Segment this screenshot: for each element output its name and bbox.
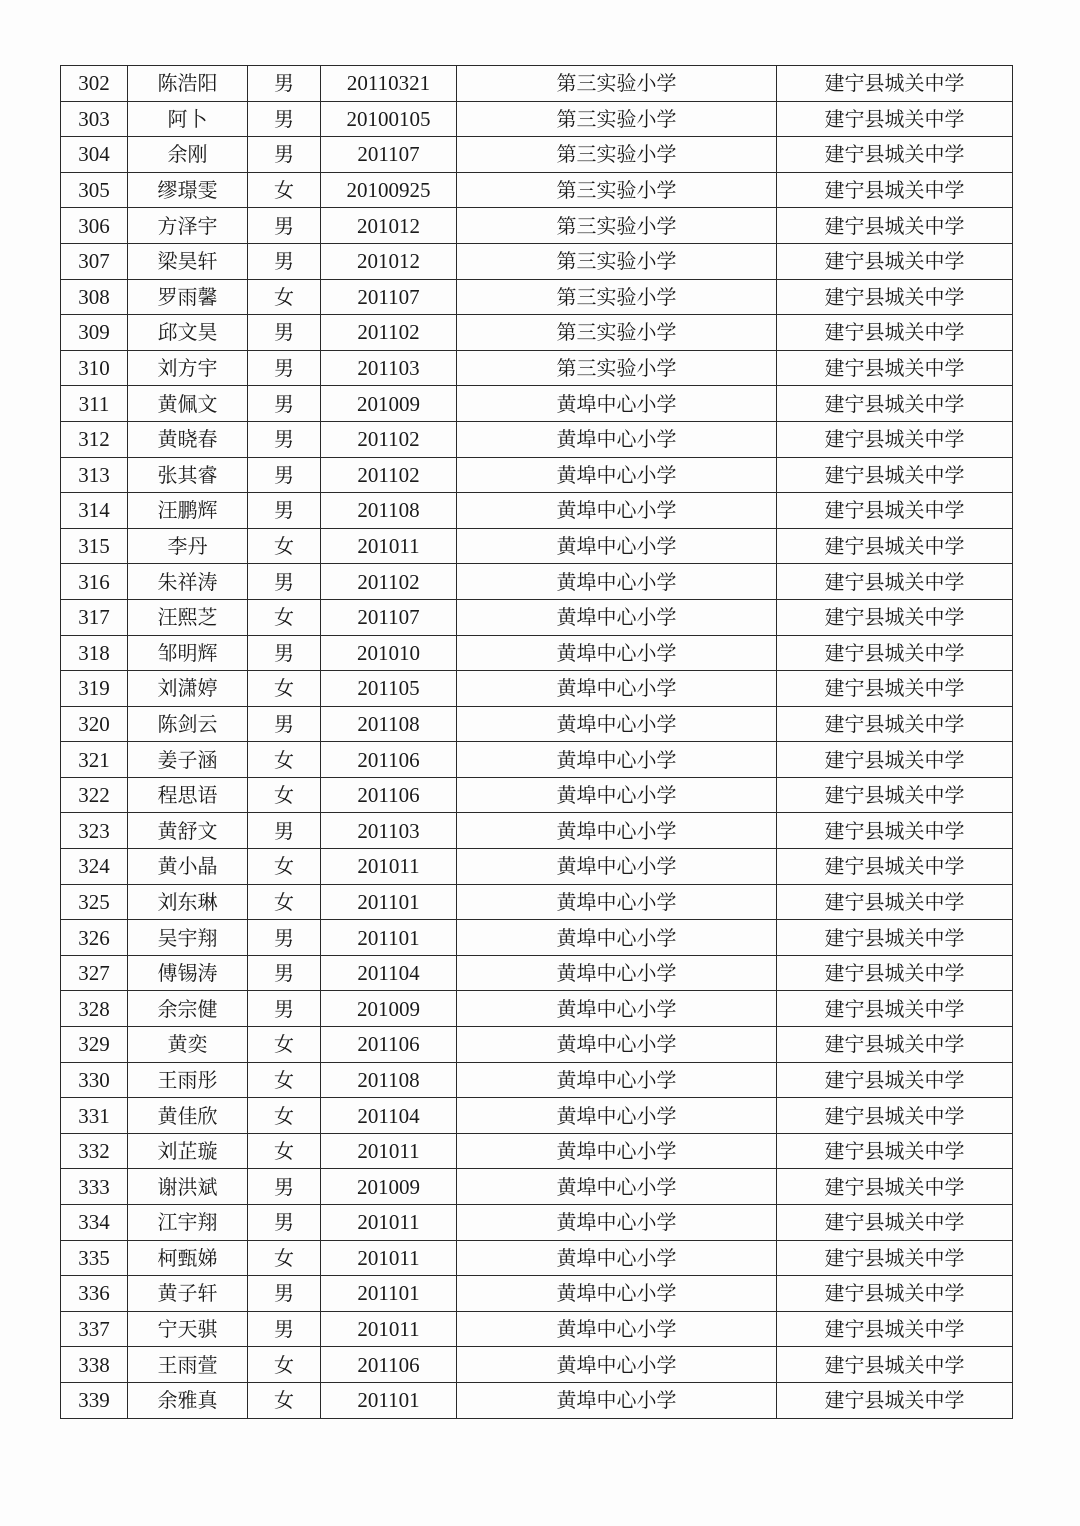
primary-school-cell: 第三实验小学 <box>457 137 777 173</box>
table-row <box>61 1205 1013 1241</box>
student-gender-cell: 男 <box>248 1311 321 1347</box>
primary-school-cell: 黄埠中心小学 <box>457 1311 777 1347</box>
primary-school-cell: 黄埠中心小学 <box>457 1133 777 1169</box>
birth-date-cell: 201102 <box>321 421 457 457</box>
student-gender-cell: 男 <box>248 706 321 742</box>
row-number-cell: 331 <box>61 1098 128 1134</box>
assigned-middle-school-cell: 建宁县城关中学 <box>777 742 1013 778</box>
table-row <box>61 955 1013 991</box>
table-row <box>61 1062 1013 1098</box>
primary-school-cell: 黄埠中心小学 <box>457 1382 777 1418</box>
assigned-middle-school-cell: 建宁县城关中学 <box>777 101 1013 137</box>
birth-date-cell: 20110321 <box>321 66 457 102</box>
birth-date-cell: 201103 <box>321 813 457 849</box>
assigned-middle-school-cell: 建宁县城关中学 <box>777 137 1013 173</box>
row-number-cell: 321 <box>61 742 128 778</box>
student-gender-cell: 男 <box>248 920 321 956</box>
birth-date-cell: 201011 <box>321 528 457 564</box>
assigned-middle-school-cell: 建宁县城关中学 <box>777 243 1013 279</box>
row-number-cell: 322 <box>61 777 128 813</box>
table-row <box>61 101 1013 137</box>
row-number-cell: 324 <box>61 849 128 885</box>
assigned-middle-school-cell: 建宁县城关中学 <box>777 457 1013 493</box>
birth-date-cell: 201108 <box>321 1062 457 1098</box>
assigned-middle-school-cell: 建宁县城关中学 <box>777 421 1013 457</box>
student-name-cell: 柯甄娣 <box>128 1240 248 1276</box>
student-gender-cell: 男 <box>248 1205 321 1241</box>
primary-school-cell: 黄埠中心小学 <box>457 1205 777 1241</box>
row-number-cell: 306 <box>61 208 128 244</box>
primary-school-cell: 黄埠中心小学 <box>457 386 777 422</box>
assigned-middle-school-cell: 建宁县城关中学 <box>777 813 1013 849</box>
student-name-cell: 刘潇婷 <box>128 671 248 707</box>
birth-date-cell: 201101 <box>321 884 457 920</box>
table-row <box>61 279 1013 315</box>
table-row <box>61 777 1013 813</box>
student-name-cell: 程思语 <box>128 777 248 813</box>
student-gender-cell: 女 <box>248 1382 321 1418</box>
student-name-cell: 傅锡涛 <box>128 955 248 991</box>
student-name-cell: 王雨萱 <box>128 1347 248 1383</box>
student-gender-cell: 女 <box>248 742 321 778</box>
student-name-cell: 汪鹏辉 <box>128 493 248 529</box>
student-gender-cell: 女 <box>248 777 321 813</box>
table-row <box>61 849 1013 885</box>
row-number-cell: 302 <box>61 66 128 102</box>
row-number-cell: 305 <box>61 172 128 208</box>
assigned-middle-school-cell: 建宁县城关中学 <box>777 777 1013 813</box>
primary-school-cell: 黄埠中心小学 <box>457 742 777 778</box>
student-name-cell: 缪璟雯 <box>128 172 248 208</box>
student-gender-cell: 女 <box>248 884 321 920</box>
primary-school-cell: 黄埠中心小学 <box>457 920 777 956</box>
student-gender-cell: 女 <box>248 1027 321 1063</box>
student-name-cell: 江宇翔 <box>128 1205 248 1241</box>
student-name-cell: 余宗健 <box>128 991 248 1027</box>
student-gender-cell: 女 <box>248 279 321 315</box>
birth-date-cell: 201011 <box>321 1133 457 1169</box>
student-gender-cell: 男 <box>248 101 321 137</box>
primary-school-cell: 黄埠中心小学 <box>457 706 777 742</box>
primary-school-cell: 黄埠中心小学 <box>457 1240 777 1276</box>
assigned-middle-school-cell: 建宁县城关中学 <box>777 279 1013 315</box>
student-gender-cell: 男 <box>248 564 321 600</box>
student-gender-cell: 男 <box>248 208 321 244</box>
assigned-middle-school-cell: 建宁县城关中学 <box>777 635 1013 671</box>
student-name-cell: 陈浩阳 <box>128 66 248 102</box>
student-gender-cell: 女 <box>248 1240 321 1276</box>
primary-school-cell: 黄埠中心小学 <box>457 635 777 671</box>
assigned-middle-school-cell: 建宁县城关中学 <box>777 208 1013 244</box>
student-name-cell: 陈剑云 <box>128 706 248 742</box>
row-number-cell: 320 <box>61 706 128 742</box>
birth-date-cell: 201105 <box>321 671 457 707</box>
row-number-cell: 314 <box>61 493 128 529</box>
primary-school-cell: 第三实验小学 <box>457 172 777 208</box>
primary-school-cell: 黄埠中心小学 <box>457 1062 777 1098</box>
roster-body <box>61 66 1013 1419</box>
primary-school-cell: 黄埠中心小学 <box>457 884 777 920</box>
student-name-cell: 王雨彤 <box>128 1062 248 1098</box>
student-gender-cell: 女 <box>248 849 321 885</box>
student-gender-cell: 女 <box>248 671 321 707</box>
table-row <box>61 457 1013 493</box>
table-row <box>61 1347 1013 1383</box>
birth-date-cell: 201102 <box>321 564 457 600</box>
birth-date-cell: 201106 <box>321 1347 457 1383</box>
table-row <box>61 1276 1013 1312</box>
table-row <box>61 742 1013 778</box>
assigned-middle-school-cell: 建宁县城关中学 <box>777 671 1013 707</box>
assigned-middle-school-cell: 建宁县城关中学 <box>777 1347 1013 1383</box>
student-gender-cell: 女 <box>248 1062 321 1098</box>
row-number-cell: 328 <box>61 991 128 1027</box>
student-name-cell: 黄佩文 <box>128 386 248 422</box>
row-number-cell: 326 <box>61 920 128 956</box>
birth-date-cell: 201107 <box>321 137 457 173</box>
row-number-cell: 327 <box>61 955 128 991</box>
primary-school-cell: 黄埠中心小学 <box>457 528 777 564</box>
primary-school-cell: 黄埠中心小学 <box>457 1098 777 1134</box>
birth-date-cell: 201011 <box>321 1205 457 1241</box>
student-name-cell: 吴宇翔 <box>128 920 248 956</box>
birth-date-cell: 20100925 <box>321 172 457 208</box>
table-row <box>61 1133 1013 1169</box>
student-gender-cell: 男 <box>248 386 321 422</box>
birth-date-cell: 201106 <box>321 742 457 778</box>
birth-date-cell: 201009 <box>321 1169 457 1205</box>
table-row <box>61 315 1013 351</box>
table-row <box>61 813 1013 849</box>
primary-school-cell: 黄埠中心小学 <box>457 955 777 991</box>
primary-school-cell: 黄埠中心小学 <box>457 457 777 493</box>
primary-school-cell: 第三实验小学 <box>457 208 777 244</box>
assigned-middle-school-cell: 建宁县城关中学 <box>777 1133 1013 1169</box>
primary-school-cell: 第三实验小学 <box>457 243 777 279</box>
student-name-cell: 黄舒文 <box>128 813 248 849</box>
assigned-middle-school-cell: 建宁县城关中学 <box>777 884 1013 920</box>
birth-date-cell: 201101 <box>321 920 457 956</box>
assigned-middle-school-cell: 建宁县城关中学 <box>777 66 1013 102</box>
student-name-cell: 谢洪斌 <box>128 1169 248 1205</box>
student-name-cell: 刘芷璇 <box>128 1133 248 1169</box>
assigned-middle-school-cell: 建宁县城关中学 <box>777 1062 1013 1098</box>
student-name-cell: 邱文昊 <box>128 315 248 351</box>
assigned-middle-school-cell: 建宁县城关中学 <box>777 493 1013 529</box>
student-name-cell: 朱祥涛 <box>128 564 248 600</box>
row-number-cell: 318 <box>61 635 128 671</box>
row-number-cell: 313 <box>61 457 128 493</box>
primary-school-cell: 黄埠中心小学 <box>457 599 777 635</box>
student-gender-cell: 男 <box>248 137 321 173</box>
row-number-cell: 329 <box>61 1027 128 1063</box>
student-gender-cell: 男 <box>248 66 321 102</box>
student-name-cell: 黄小晶 <box>128 849 248 885</box>
birth-date-cell: 201108 <box>321 706 457 742</box>
primary-school-cell: 黄埠中心小学 <box>457 421 777 457</box>
row-number-cell: 336 <box>61 1276 128 1312</box>
student-gender-cell: 男 <box>248 243 321 279</box>
student-name-cell: 阿卜 <box>128 101 248 137</box>
primary-school-cell: 黄埠中心小学 <box>457 1276 777 1312</box>
student-name-cell: 汪熙芝 <box>128 599 248 635</box>
student-name-cell: 余雅真 <box>128 1382 248 1418</box>
row-number-cell: 312 <box>61 421 128 457</box>
birth-date-cell: 201107 <box>321 279 457 315</box>
table-row <box>61 1098 1013 1134</box>
assigned-middle-school-cell: 建宁县城关中学 <box>777 955 1013 991</box>
student-gender-cell: 男 <box>248 457 321 493</box>
birth-date-cell: 201101 <box>321 1382 457 1418</box>
birth-date-cell: 201011 <box>321 1240 457 1276</box>
row-number-cell: 303 <box>61 101 128 137</box>
row-number-cell: 323 <box>61 813 128 849</box>
primary-school-cell: 第三实验小学 <box>457 279 777 315</box>
primary-school-cell: 黄埠中心小学 <box>457 777 777 813</box>
primary-school-cell: 黄埠中心小学 <box>457 991 777 1027</box>
birth-date-cell: 201012 <box>321 243 457 279</box>
assigned-middle-school-cell: 建宁县城关中学 <box>777 1382 1013 1418</box>
primary-school-cell: 黄埠中心小学 <box>457 564 777 600</box>
row-number-cell: 325 <box>61 884 128 920</box>
student-gender-cell: 女 <box>248 1347 321 1383</box>
primary-school-cell: 第三实验小学 <box>457 350 777 386</box>
assigned-middle-school-cell: 建宁县城关中学 <box>777 1276 1013 1312</box>
row-number-cell: 338 <box>61 1347 128 1383</box>
birth-date-cell: 201108 <box>321 493 457 529</box>
assigned-middle-school-cell: 建宁县城关中学 <box>777 1169 1013 1205</box>
row-number-cell: 334 <box>61 1205 128 1241</box>
table-row <box>61 671 1013 707</box>
student-gender-cell: 男 <box>248 813 321 849</box>
table-row <box>61 386 1013 422</box>
table-row <box>61 884 1013 920</box>
student-gender-cell: 男 <box>248 315 321 351</box>
birth-date-cell: 201106 <box>321 777 457 813</box>
birth-date-cell: 201104 <box>321 955 457 991</box>
birth-date-cell: 201106 <box>321 1027 457 1063</box>
row-number-cell: 319 <box>61 671 128 707</box>
table-row <box>61 991 1013 1027</box>
student-name-cell: 黄佳欣 <box>128 1098 248 1134</box>
student-name-cell: 姜子涵 <box>128 742 248 778</box>
assigned-middle-school-cell: 建宁县城关中学 <box>777 706 1013 742</box>
assigned-middle-school-cell: 建宁县城关中学 <box>777 1240 1013 1276</box>
table-row <box>61 1382 1013 1418</box>
birth-date-cell: 201102 <box>321 315 457 351</box>
birth-date-cell: 201009 <box>321 991 457 1027</box>
assigned-middle-school-cell: 建宁县城关中学 <box>777 599 1013 635</box>
student-name-cell: 张其睿 <box>128 457 248 493</box>
student-gender-cell: 女 <box>248 528 321 564</box>
birth-date-cell: 201102 <box>321 457 457 493</box>
primary-school-cell: 黄埠中心小学 <box>457 1169 777 1205</box>
birth-date-cell: 201010 <box>321 635 457 671</box>
table-row <box>61 1240 1013 1276</box>
table-row <box>61 528 1013 564</box>
row-number-cell: 307 <box>61 243 128 279</box>
student-name-cell: 宁天骐 <box>128 1311 248 1347</box>
table-row <box>61 1311 1013 1347</box>
student-name-cell: 黄子轩 <box>128 1276 248 1312</box>
birth-date-cell: 201011 <box>321 1311 457 1347</box>
row-number-cell: 308 <box>61 279 128 315</box>
student-gender-cell: 男 <box>248 955 321 991</box>
assigned-middle-school-cell: 建宁县城关中学 <box>777 350 1013 386</box>
student-gender-cell: 女 <box>248 172 321 208</box>
primary-school-cell: 黄埠中心小学 <box>457 493 777 529</box>
table-row <box>61 706 1013 742</box>
row-number-cell: 315 <box>61 528 128 564</box>
assigned-middle-school-cell: 建宁县城关中学 <box>777 172 1013 208</box>
student-gender-cell: 女 <box>248 1133 321 1169</box>
assigned-middle-school-cell: 建宁县城关中学 <box>777 528 1013 564</box>
student-name-cell: 梁昊轩 <box>128 243 248 279</box>
student-gender-cell: 女 <box>248 599 321 635</box>
student-name-cell: 黄晓春 <box>128 421 248 457</box>
student-name-cell: 邹明辉 <box>128 635 248 671</box>
student-name-cell: 刘东琳 <box>128 884 248 920</box>
assigned-middle-school-cell: 建宁县城关中学 <box>777 920 1013 956</box>
student-name-cell: 罗雨馨 <box>128 279 248 315</box>
assigned-middle-school-cell: 建宁县城关中学 <box>777 849 1013 885</box>
table-row <box>61 920 1013 956</box>
row-number-cell: 332 <box>61 1133 128 1169</box>
student-name-cell: 方泽宇 <box>128 208 248 244</box>
row-number-cell: 309 <box>61 315 128 351</box>
table-row <box>61 172 1013 208</box>
row-number-cell: 330 <box>61 1062 128 1098</box>
student-gender-cell: 男 <box>248 635 321 671</box>
table-row <box>61 66 1013 102</box>
row-number-cell: 310 <box>61 350 128 386</box>
student-name-cell: 黄奕 <box>128 1027 248 1063</box>
row-number-cell: 339 <box>61 1382 128 1418</box>
student-name-cell: 刘方宇 <box>128 350 248 386</box>
assigned-middle-school-cell: 建宁县城关中学 <box>777 386 1013 422</box>
table-row <box>61 243 1013 279</box>
birth-date-cell: 201009 <box>321 386 457 422</box>
row-number-cell: 335 <box>61 1240 128 1276</box>
row-number-cell: 304 <box>61 137 128 173</box>
table-row <box>61 350 1013 386</box>
primary-school-cell: 第三实验小学 <box>457 66 777 102</box>
student-gender-cell: 女 <box>248 1098 321 1134</box>
birth-date-cell: 201103 <box>321 350 457 386</box>
table-row <box>61 564 1013 600</box>
assigned-middle-school-cell: 建宁县城关中学 <box>777 1098 1013 1134</box>
birth-date-cell: 201011 <box>321 849 457 885</box>
primary-school-cell: 黄埠中心小学 <box>457 813 777 849</box>
student-gender-cell: 男 <box>248 1169 321 1205</box>
student-name-cell: 余刚 <box>128 137 248 173</box>
student-name-cell: 李丹 <box>128 528 248 564</box>
student-gender-cell: 男 <box>248 493 321 529</box>
student-gender-cell: 男 <box>248 991 321 1027</box>
table-row <box>61 599 1013 635</box>
table-row <box>61 1169 1013 1205</box>
table-row <box>61 421 1013 457</box>
assigned-middle-school-cell: 建宁县城关中学 <box>777 564 1013 600</box>
row-number-cell: 316 <box>61 564 128 600</box>
assigned-middle-school-cell: 建宁县城关中学 <box>777 1205 1013 1241</box>
row-number-cell: 333 <box>61 1169 128 1205</box>
student-gender-cell: 男 <box>248 421 321 457</box>
assigned-middle-school-cell: 建宁县城关中学 <box>777 1311 1013 1347</box>
birth-date-cell: 20100105 <box>321 101 457 137</box>
table-row <box>61 635 1013 671</box>
primary-school-cell: 黄埠中心小学 <box>457 849 777 885</box>
table-row <box>61 493 1013 529</box>
table-row <box>61 208 1013 244</box>
primary-school-cell: 第三实验小学 <box>457 315 777 351</box>
student-gender-cell: 男 <box>248 350 321 386</box>
table-row <box>61 1027 1013 1063</box>
table-row <box>61 137 1013 173</box>
row-number-cell: 311 <box>61 386 128 422</box>
primary-school-cell: 黄埠中心小学 <box>457 1027 777 1063</box>
row-number-cell: 317 <box>61 599 128 635</box>
primary-school-cell: 黄埠中心小学 <box>457 671 777 707</box>
birth-date-cell: 201012 <box>321 208 457 244</box>
student-roster-table <box>60 65 1013 1419</box>
assigned-middle-school-cell: 建宁县城关中学 <box>777 991 1013 1027</box>
primary-school-cell: 黄埠中心小学 <box>457 1347 777 1383</box>
birth-date-cell: 201104 <box>321 1098 457 1134</box>
birth-date-cell: 201107 <box>321 599 457 635</box>
assigned-middle-school-cell: 建宁县城关中学 <box>777 315 1013 351</box>
primary-school-cell: 第三实验小学 <box>457 101 777 137</box>
birth-date-cell: 201101 <box>321 1276 457 1312</box>
row-number-cell: 337 <box>61 1311 128 1347</box>
assigned-middle-school-cell: 建宁县城关中学 <box>777 1027 1013 1063</box>
student-gender-cell: 男 <box>248 1276 321 1312</box>
